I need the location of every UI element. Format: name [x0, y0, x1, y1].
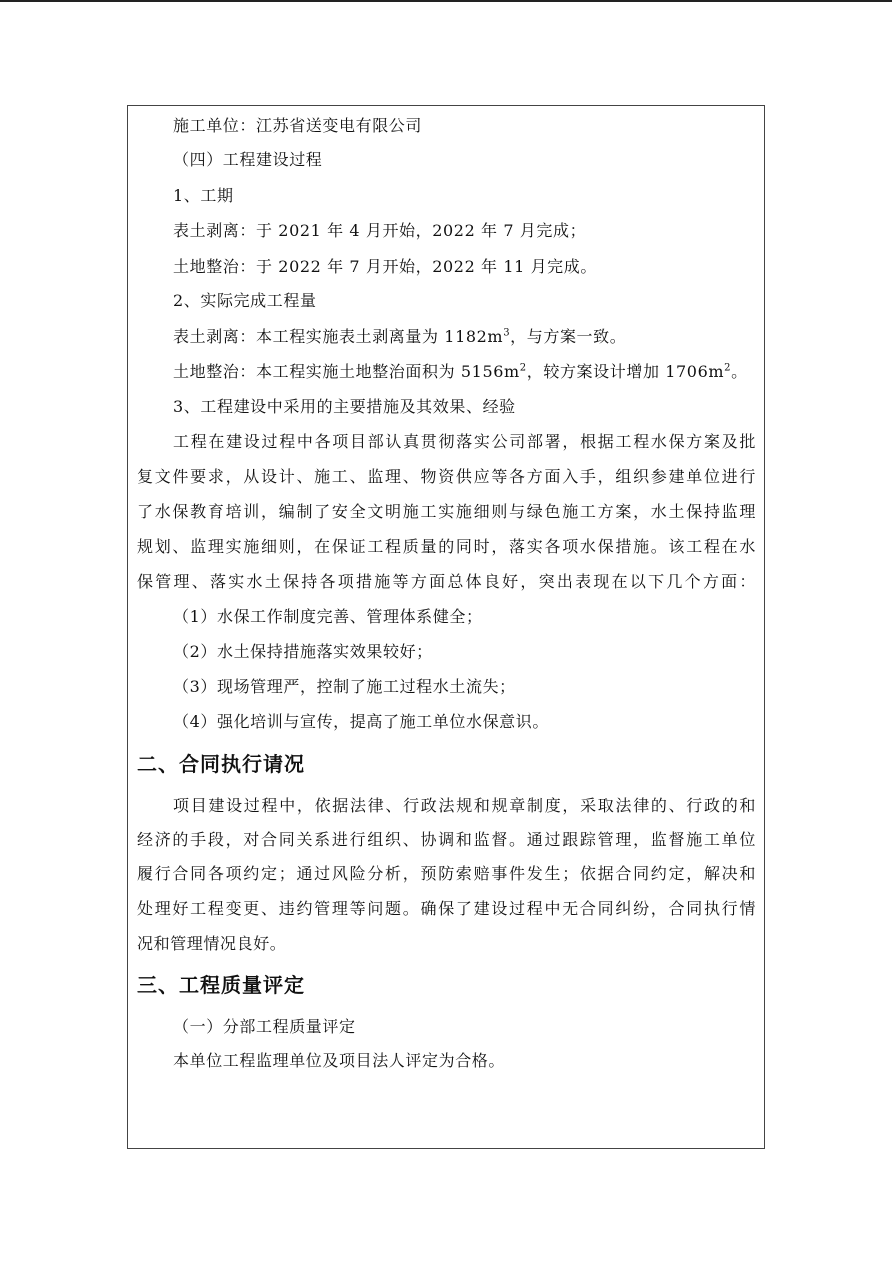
contract-paragraph-line: 处理好工程变更、违约管理等问题。确保了建设过程中无合同纠纷，合同执行情: [137, 899, 756, 918]
highlight-point: （3）现场管理严，控制了施工过程水土流失；: [173, 677, 516, 696]
land-schedule-line: 土地整治：于 2022 年 7 月开始，2022 年 11 月完成。: [173, 257, 597, 276]
land-quantity-text: 土地整治：本工程实施土地整治面积为 5156m: [173, 362, 520, 381]
measures-paragraph-line: 保管理、落实水土保持各项措施等方面总体良好，突出表现在以下几个方面：: [137, 572, 756, 591]
land-increase-unit-exponent: 2: [724, 362, 732, 374]
subsection-4-title: （四）工程建设过程: [173, 150, 323, 169]
highlight-point: （2）水土保持措施落实效果较好；: [173, 642, 433, 661]
contract-paragraph-line: 履行合同各项约定；通过风险分析，预防索赔事件发生；依据合同约定，解决和: [137, 864, 756, 883]
land-quantity-line: [173, 361, 748, 383]
subsection-1-title: （一）分部工程质量评定: [173, 1017, 356, 1036]
topsoil-schedule-line: 表土剥离：于 2021 年 4 月开始，2022 年 7 月完成；: [173, 221, 587, 240]
measures-paragraph-line: 规划、监理实施细则，在保证工程质量的同时，落实各项水保措施。该工程在水: [137, 537, 756, 556]
measures-paragraph-line: 复文件要求，从设计、施工、监理、物资供应等各方面入手，组织参建单位进行: [137, 467, 756, 486]
topsoil-quantity-unit-exponent: 3: [503, 327, 511, 339]
topsoil-quantity-suffix: ，与方案一致。: [510, 327, 627, 346]
land-quantity-suffix: 。: [731, 362, 748, 381]
topsoil-quantity-text: 表土剥离：本工程实施表土剥离量为 1182m: [173, 327, 504, 346]
contract-paragraph-line: 项目建设过程中，依据法律、行政法规和规章制度，采取法律的、行政的和: [173, 796, 756, 815]
section-3-heading: 三、工程质量评定: [137, 973, 305, 997]
section-2-heading: 二、合同执行请况: [137, 752, 305, 776]
contract-paragraph-line: 经济的手段，对合同关系进行组织、协调和监督。通过跟踪管理，监督施工单位: [137, 830, 756, 849]
contractor-line: 施工单位：江苏省送变电有限公司: [173, 116, 423, 135]
highlight-point: （4）强化培训与宣传，提高了施工单位水保意识。: [173, 712, 549, 731]
item-2-title: 2、实际完成工程量: [173, 291, 317, 310]
page-top-rule: [0, 0, 892, 2]
item-1-title: 1、工期: [173, 186, 234, 205]
measures-paragraph-line: 工程在建设过程中各项目部认真贯彻落实公司部署，根据工程水保方案及批: [173, 432, 756, 451]
topsoil-quantity-line: [173, 326, 626, 348]
land-quantity-unit-exponent: 2: [519, 362, 527, 374]
quality-conclusion: 本单位工程监理单位及项目法人评定为合格。: [173, 1051, 506, 1070]
land-quantity-increase: ，较方案设计增加 1706m: [526, 362, 725, 381]
measures-paragraph-line: 了水保教育培训，编制了安全文明施工实施细则与绿色施工方案，水土保持监理: [137, 502, 756, 521]
item-3-title: 3、工程建设中采用的主要措施及其效果、经验: [173, 397, 516, 416]
highlight-point: （1）水保工作制度完善、管理体系健全；: [173, 607, 483, 626]
contract-paragraph-line: 况和管理情况良好。: [137, 934, 287, 953]
